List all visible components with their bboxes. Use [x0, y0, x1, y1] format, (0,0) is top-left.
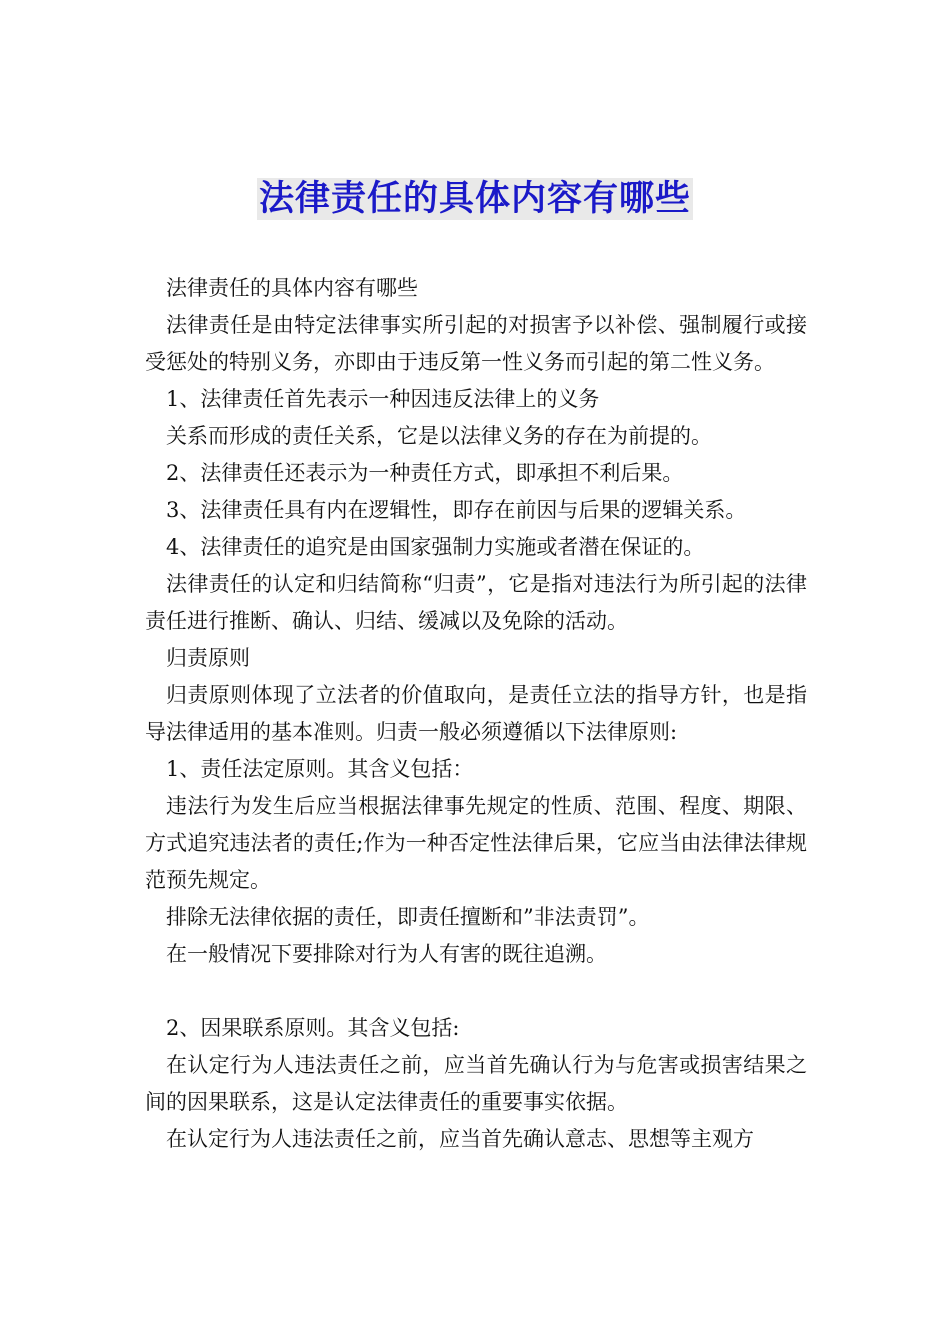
document-body	[145, 270, 807, 1158]
paragraph-point-3: 3、法律责任具有内在逻辑性，即存在前因与后果的逻辑关系。	[166, 498, 747, 522]
paragraph-principles-intro: 归责原则体现了立法者的价值取向，是责任立法的指导方针，也是指导法律适用的基本准则。归责一般必须遵循以下法律原则:	[145, 683, 807, 744]
paragraph-principles-heading: 归责原则	[166, 646, 250, 670]
paragraph-principle-2-detail-a: 在认定行为人违法责任之前，应当首先确认行为与危害或损害结果之间的因果联系，这是认定法律责任的重要事实依据。	[145, 1053, 807, 1114]
paragraph-definition: 法律责任是由特定法律事实所引起的对损害予以补偿、强制履行或接受惩处的特别义务，亦即由于违反第一性义务而引起的第二性义务。	[145, 313, 807, 374]
paragraph-principle-2: 2、因果联系原则。其含义包括:	[166, 1016, 460, 1040]
paragraph-point-1: 1、法律责任首先表示一种因违反法律上的义务	[166, 387, 600, 411]
document-title: 法律责任的具体内容有哪些	[258, 179, 691, 219]
paragraph-principle-1: 1、责任法定原则。其含义包括：	[166, 757, 474, 781]
paragraph-principle-1-detail-b: 排除无法律依据的责任，即责任擅断和”非法责罚”。	[166, 905, 650, 929]
paragraph-principle-1-detail-c: 在一般情况下要排除对行为人有害的既往追溯。	[166, 942, 607, 966]
paragraph-attribution: 法律责任的认定和归结简称“归责”，它是指对违法行为所引起的法律责任进行推断、确认、归结、缓减以及免除的活动。	[145, 572, 807, 633]
paragraph-heading: 法律责任的具体内容有哪些	[166, 276, 418, 300]
paragraph-point-4: 4、法律责任的追究是由国家强制力实施或者潜在保证的。	[166, 535, 705, 559]
paragraph-point-2: 2、法律责任还表示为一种责任方式，即承担不利后果。	[166, 461, 684, 485]
paragraph-principle-1-detail-a: 违法行为发生后应当根据法律事先规定的性质、范围、程度、期限、方式追究违法者的责任;作为一种否定性法律后果，它应当由法律法律规范预先规定。	[145, 794, 807, 892]
title-wrap	[0, 178, 950, 220]
blank-line	[145, 973, 807, 1010]
paragraph-point-1-continued: 关系而形成的责任关系，它是以法律义务的存在为前提的。	[166, 424, 712, 448]
paragraph-principle-2-detail-b: 在认定行为人违法责任之前，应当首先确认意志、思想等主观方	[166, 1127, 754, 1151]
